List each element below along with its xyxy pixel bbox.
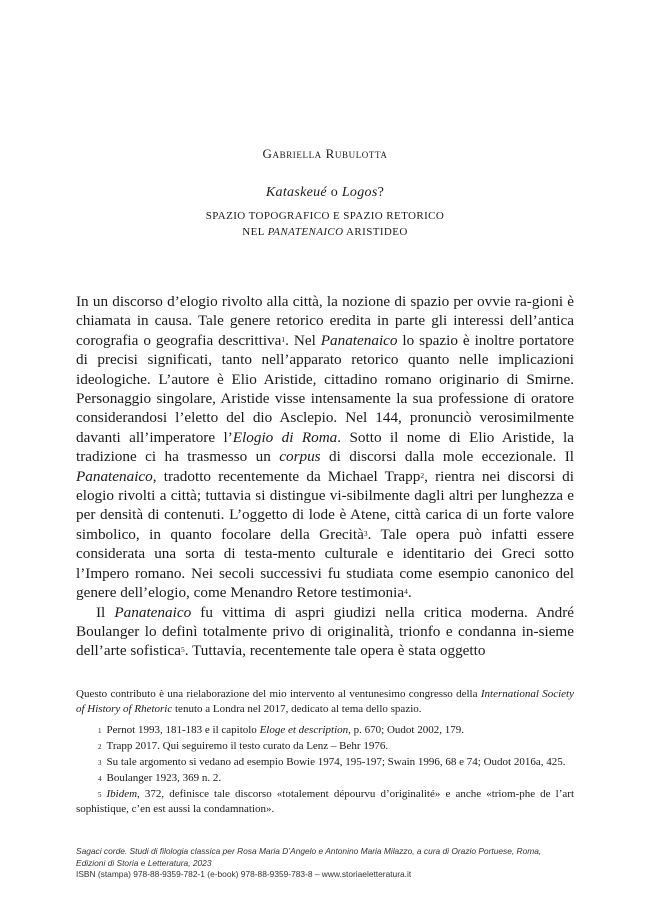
article-author: Gabriella Rubulotta [262,146,388,161]
footnote-4: $^4$ Boulanger 1923, 369 n. 2. [98,772,222,784]
title-part-logos: Logos [341,185,378,200]
footnote-number: 2 [98,743,102,751]
footnote-1: $^1$ Pernot 1993, 181-183 e il capitolo Eloge et description, p. 670; Oudot 2002, 179. [98,724,464,736]
article-subtitle [0,208,650,240]
footnote-2: $^2$ Trapp 2017. Qui seguiremo il testo curato da Lenz – Behr 1976. [98,740,389,752]
footnote-number: 1 [98,727,102,735]
footnote-ref-1[interactable]: 1 [281,334,286,344]
footnote-number: 3 [98,759,102,767]
paragraph-2: Il Panatenaico fu vittima di aspri giudizi nella critica moderna. André Boulanger lo definì totalmente privo di originalità, trionfo e condanna in-sieme dell’arte sofistica$^5$. Tuttavia, recentemente tale opera è stata oggetto [76,603,574,660]
subtitle-line-1: SPAZIO TOPOGRAFICO E SPAZIO RETORICO [205,210,445,222]
footnote-number: 5 [98,791,102,799]
footnote-3: $^3$ Su tale argomento si vedano ad esempio Bowie 1974, 195-197; Swain 1996, 68 e 74; Oudot 2016a, 425. [98,756,566,768]
footnote-ref-5[interactable]: 5 [181,645,185,655]
footnote-ref-3[interactable]: 3 [363,528,368,538]
colophon-book-info: Sagaci corde. Studi di filologia classica per Rosa Maria D’Angelo e Antonino Maria Milazzo, a cura di Orazio Portuese, Roma, [76,846,542,856]
title-part-question: ? [377,185,385,200]
title-part-kataskeue: Kataskeué [265,185,327,200]
subtitle-italic-work: PANATENAICO [267,226,344,238]
footnote-ref-4[interactable]: 4 [404,587,408,597]
title-part-o: o [326,185,342,200]
colophon-isbn: ISBN (stampa) 978-88-9359-782-1 (e-book) 978-88-9359-783-8 – www.storiaeletteratura.it [76,869,412,880]
footnote-ref-2[interactable]: 2 [420,470,425,480]
footnotes [76,723,574,818]
body-text [76,292,574,661]
colophon-publisher: Edizioni di Storia e Letteratura, 2023 [76,857,212,868]
paragraph-1: In un discorso d’elogio rivolto alla città, la nozione di spazio per ovvie ra-gioni è chiamata in causa. Tale genere retorico eredita in parte gli interessi dell’antica corografia o geografia descrittiva$^1$. Nel Panatenaico lo spazio è inoltre portatore di precisi significati, tanto nell’apparato retorico quanto nelle implicazioni ideologiche. L’autore è Elio Aristide, cittadino romano originario di Smirne. Personaggio singolare, Aristide visse intensamente la sua professione di oratore considerandosi l’eletto del dio Asclepio. Nel 144, pronunciò verosimilmente davanti all’imperatore l’Elogio di Roma. Sotto il nome di Elio Aristide, la tradizione ci ha trasmesso un corpus di discorsi dalla mole eccezionale. Il Panatenaico, tradotto recentemente da Michael Trapp$^2$, rientra nei discorsi di elogio rivolti a città; tuttavia si distingue vi-sibilmente dagli altri per lunghezza e per densità di contenuti. L’oggetto di lode è Atene, città carica di un forte valore simbolico, in quanto focolare della Grecità$^3$. Tale opera può infatti essere considerata una sorta di testa-mento culturale e identitario dei Greci sotto l’Impero romano. Nei secoli successivi fu studiata come esempio canonico del genere dell’elogio, come Menandro Retore testimonia$^4$. [76,293,574,602]
footnote-5: $^5$ Ibidem, 372, definisce tale discorso «totalement dépourvu d’originalité» e anche «triom-phe de l’art sophistique, c’en est aussi la condamnation». [76,788,574,815]
article-title [0,185,650,201]
footnote-number: 4 [98,775,102,783]
colophon [76,846,574,881]
subtitle-line-2: NEL PANATENAICO ARISTIDEO [242,226,408,238]
contribution-note: Questo contributo è una rielaborazione del mio intervento al ventunesimo congresso della International Society of History of Rhetoric tenuto a Londra nel 2017, dedicato al tema dello spazio. [76,688,574,715]
